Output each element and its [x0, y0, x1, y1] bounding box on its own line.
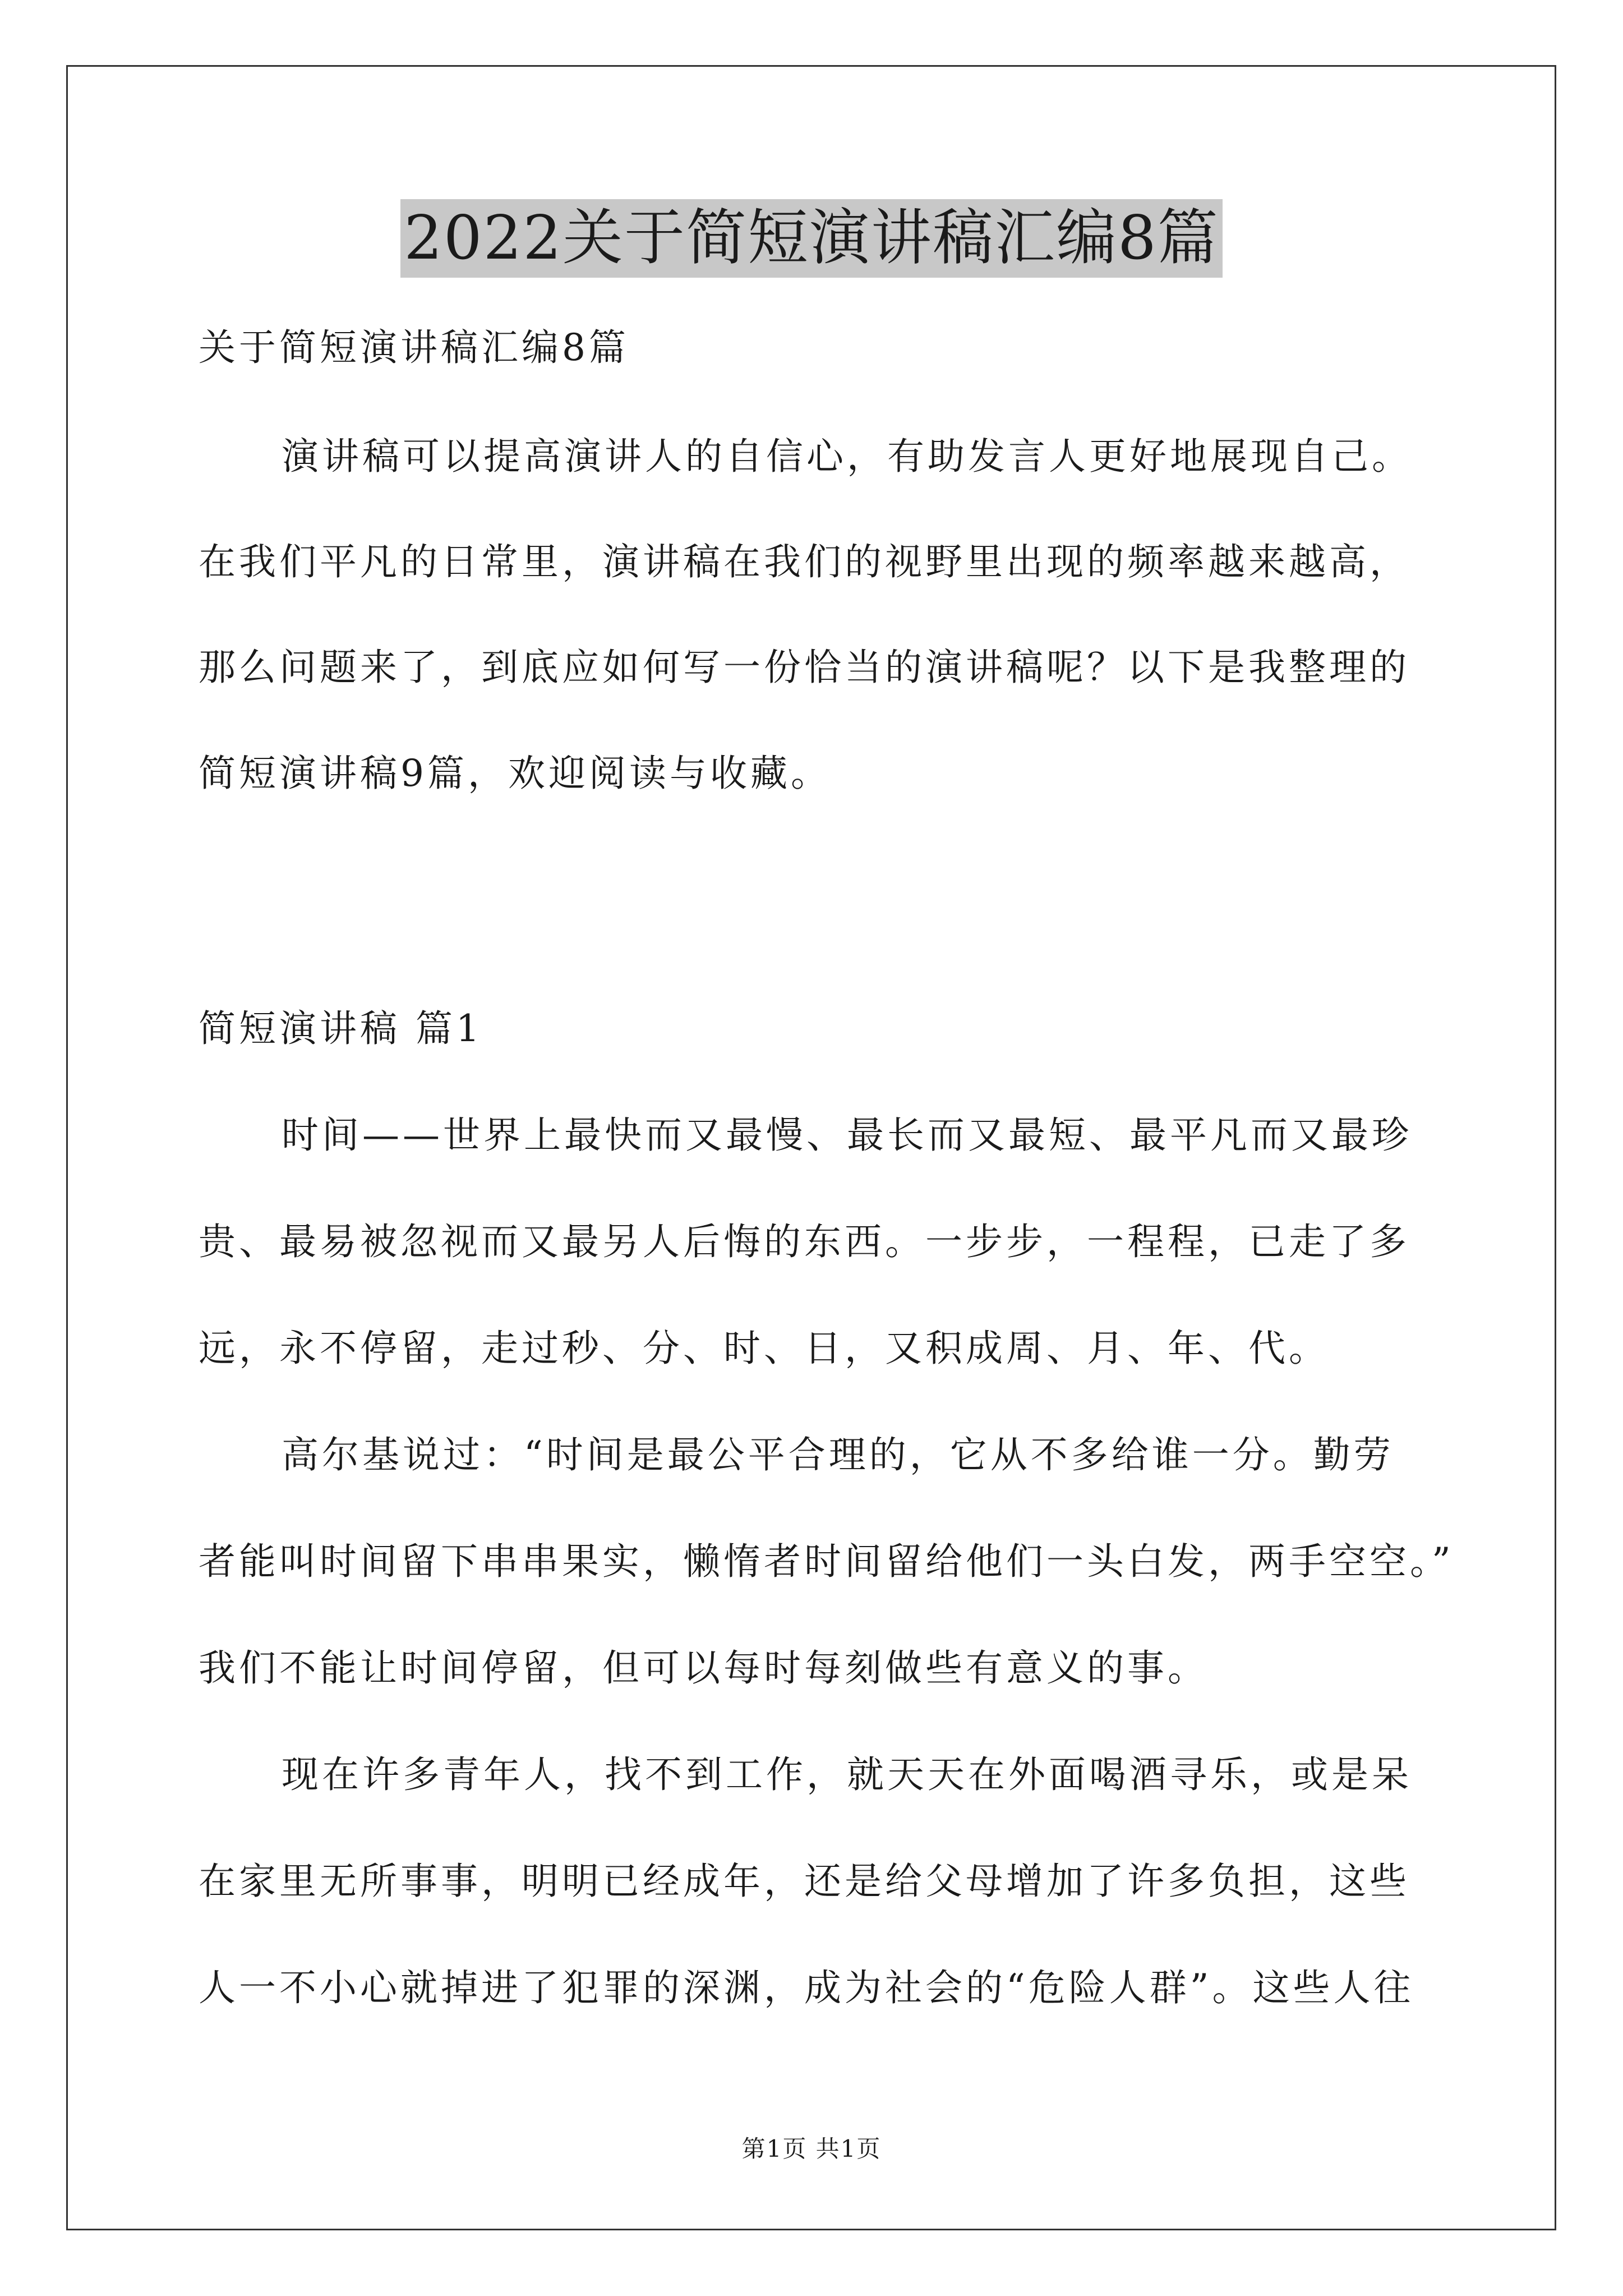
- paragraph-line: 贵、最易被忽视而又最另人后悔的东西。一步步，一程程，已走了多: [199, 1220, 1410, 1263]
- paragraph-line: 远，永不停留，走过秒、分、时、日，又积成周、月、年、代。: [199, 1327, 1329, 1370]
- paragraph-line: 那么问题来了，到底应如何写一份恰当的演讲稿呢？以下是我整理的: [199, 646, 1410, 689]
- paragraph-line: 在家里无所事事，明明已经成年，还是给父母增加了许多负担，这些: [199, 1860, 1410, 1903]
- title-container: [0, 199, 1623, 278]
- paragraph-line: 在我们平凡的日常里，演讲稿在我们的视野里出现的频率越来越高，: [199, 540, 1410, 583]
- paragraph-line: 我们不能让时间停留，但可以每时每刻做些有意义的事。: [199, 1646, 1208, 1690]
- document-title: 2022关于简短演讲稿汇编8篇: [400, 199, 1223, 278]
- page-number-footer: 第1页 共1页: [741, 2135, 882, 2162]
- paragraph-line: 人一不小心就掉进了犯罪的深渊，成为社会的“危险人群”。这些人往: [199, 1966, 1414, 2009]
- paragraph-line: 高尔基说过：“时间是最公平合理的，它从不多给谁一分。勤劳: [282, 1433, 1394, 1476]
- paragraph-line: 现在许多青年人，找不到工作，就天天在外面喝酒寻乐，或是呆: [282, 1753, 1412, 1796]
- paragraph-line: 者能叫时间留下串串果实，懒惰者时间留给他们一头白发，两手空空。”: [199, 1540, 1454, 1583]
- subtitle: 关于简短演讲稿汇编8篇: [199, 326, 629, 369]
- paragraph-line: 演讲稿可以提高演讲人的自信心，有助发言人更好地展现自己。: [282, 435, 1412, 478]
- section-heading: 简短演讲稿 篇1: [199, 1007, 483, 1050]
- paragraph-line: 时间——世界上最快而又最慢、最长而又最短、最平凡而又最珍: [282, 1114, 1412, 1157]
- paragraph-line: 简短演讲稿9篇，欢迎阅读与收藏。: [199, 752, 831, 795]
